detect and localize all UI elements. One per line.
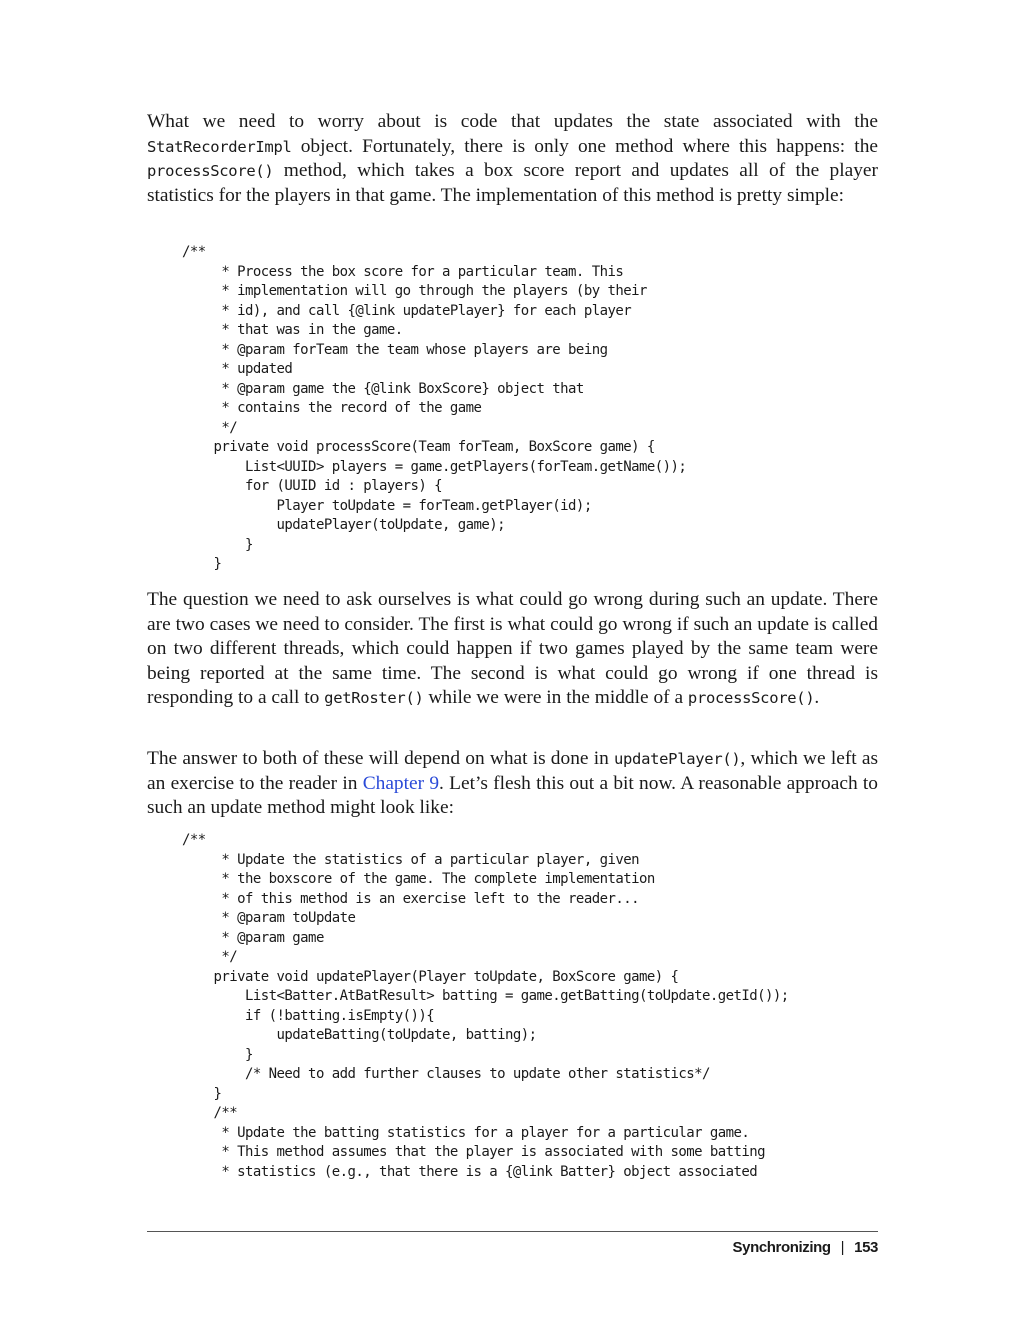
inline-code: processScore() <box>687 689 815 708</box>
inline-code: updatePlayer() <box>613 750 741 768</box>
paragraph-stat-recorder <box>147 110 878 208</box>
paragraph-text: . <box>814 687 820 709</box>
footer-separator: | <box>840 1239 845 1256</box>
inline-code: processScore() <box>147 162 274 181</box>
paragraph-text: The question we need to ask ourselves is what could go wrong during such an update. There are two cases we need to consider. The first is what could go wrong if such an update is called on two different threads, which could happen if two games played by the same team were being reported at the same time. The second is what could go wrong if one thread is responding to a call to <box>147 589 878 709</box>
paragraph-text: object. Fortunately, there is only one method where this happens: the <box>291 135 878 157</box>
paragraph-text: . Let’s flesh this out a bit now. A reasonable approach to such an update method might look like: <box>147 772 878 819</box>
paragraph-update-player <box>147 747 878 821</box>
paragraph-text: while we were in the middle of a <box>423 687 688 709</box>
paragraph-text: The answer to both of these will depend on what is done in <box>147 748 614 769</box>
code-block-update-player: /** * Update the statistics of a particular player, given * the boxscore of the game. The complete implementation * of this method is an exercise left to the reader... * @param toUpdate * @param game */ private void updatePlayer(Player toUpdate, BoxScore game) { List<Batter.AtBatResult> batting = game.getBatting(toUpdate.getId()); if (!batting.isEmpty()){ updateBatting(toUpdate, batting); } /* Need to add further clauses to update other statistics*/ } /** * Update the batting statistics for a player for a particular game. * This method assumes that the player is associated with some batting * statistics (e.g., that there is a {@link Batter} object associated <box>182 832 789 1180</box>
inline-code: StatRecorderImpl <box>147 137 292 156</box>
page-number: 153 <box>854 1239 878 1256</box>
chapter-link[interactable]: Chapter 9 <box>362 772 440 794</box>
footer-rule <box>147 1231 878 1232</box>
paragraph-what-could-go-wrong <box>147 588 878 711</box>
code-block-process-score: /** * Process the box score for a particular team. This * implementation will go through the players (by their * id), and call {@link updatePlayer} for each player * that was in the game. * @param forTeam the team whose players are being * updated * @param game the {@link BoxScore} object that * contains the record of the game */ private void processScore(Team forTeam, BoxScore game) { List<UUID> players = game.getPlayers(forTeam.getName()); for (UUID id : players) { Player toUpdate = forTeam.getPlayer(id); updatePlayer(toUpdate, game); } } <box>182 244 687 572</box>
paragraph-text: method, which takes a box score report and updates all of the player statistics for the players in that game. The implementation of this method is pretty simple: <box>147 160 878 206</box>
page-footer <box>733 1239 878 1256</box>
inline-code: getRoster() <box>324 689 424 708</box>
paragraph-text: , which we left as an exercise to the reader in <box>147 748 878 794</box>
section-title: Synchronizing <box>732 1239 831 1256</box>
paragraph-text: What we need to worry about is code that updates the state associated with the <box>147 111 878 132</box>
